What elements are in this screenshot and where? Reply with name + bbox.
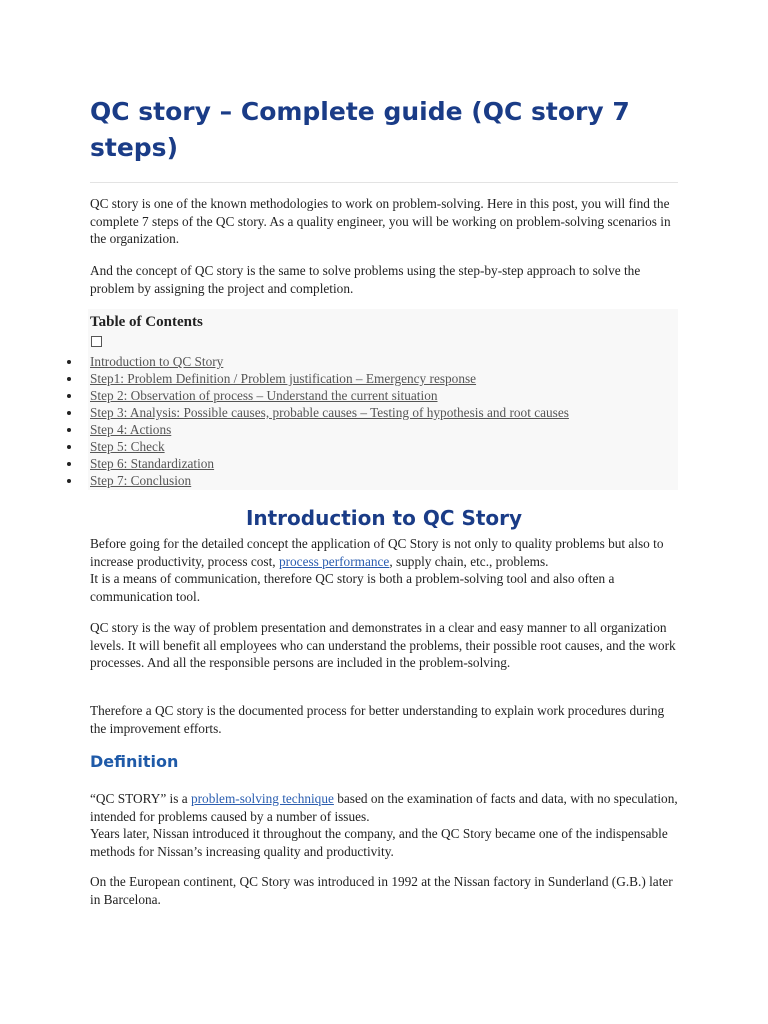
section-paragraph-1	[90, 535, 678, 605]
toc-item	[90, 370, 670, 387]
definition-p1-text-b: based on the examination of facts and data, with no speculation, intended for problems caused by a number of issues.	[90, 791, 678, 824]
toc-item	[90, 404, 670, 421]
toc-toggle-checkbox[interactable]	[91, 336, 102, 347]
page-title: QC story – Complete guide (QC story 7 steps)	[90, 97, 630, 162]
section-heading-introduction: Introduction to QC Story	[245, 506, 523, 530]
definition-paragraph-1	[90, 790, 678, 860]
definition-p1-line2: Years later, Nissan introduced it throughout the company, and the QC Story became one of the indispensable methods for Nissan’s increasing quality and productivity.	[90, 826, 668, 859]
intro-paragraph-1: QC story is one of the known methodologies to work on problem-solving. Here in this post, you will find the complete 7 steps of the QC story. As a quality engineer, you will be working on problem-solving scenarios in the organization.	[90, 196, 671, 246]
problem-solving-technique-link[interactable]: problem-solving technique	[190, 791, 334, 806]
section-p1-text-b: , supply chain, etc., problems.	[389, 553, 549, 569]
section-p1-line2: It is a means of communication, therefore QC story is both a problem-solving tool and also often a communication tool.	[90, 571, 615, 604]
title-divider	[90, 182, 678, 183]
toc-link-step3[interactable]: Step 3: Analysis: Possible causes, probable causes – Testing of hypothesis and root causes	[90, 405, 569, 420]
process-performance-link[interactable]: process performance	[278, 553, 390, 569]
section-paragraph-2: QC story is the way of problem presentation and demonstrates in a clear and easy manner to all organization levels. It will benefit all employees who can understand the problems, their possible root causes, and the work processes. And all the responsible persons are included in the problem-solving.	[90, 620, 676, 670]
section-p1-text-a: Before going for the detailed concept the application of QC Story is not only to quality problems but also to increase productivity, process cost,	[90, 536, 664, 569]
toc-item	[90, 353, 670, 370]
toc-link-step7[interactable]: Step 7: Conclusion	[90, 473, 192, 488]
definition-paragraph-2: On the European continent, QC Story was introduced in 1992 at the Nissan factory in Sunderland (G.B.) later in Barcelona.	[90, 874, 673, 907]
definition-heading: Definition	[90, 752, 179, 771]
toc-item	[90, 421, 670, 438]
toc-link-step4[interactable]: Step 4: Actions	[90, 422, 172, 437]
toc-item	[90, 455, 670, 472]
toc-link-step2[interactable]: Step 2: Observation of process – Understand the current situation	[90, 388, 438, 403]
toc-title: Table of Contents	[90, 314, 203, 330]
toc-link-introduction[interactable]: Introduction to QC Story	[90, 354, 224, 369]
toc-item	[90, 438, 670, 455]
section-paragraph-3: Therefore a QC story is the documented process for better understanding to explain work procedures during the improvement efforts.	[90, 703, 665, 736]
table-of-contents	[88, 309, 678, 490]
toc-link-step6[interactable]: Step 6: Standardization	[90, 456, 215, 471]
definition-p1-text-a: “QC STORY” is a	[90, 791, 191, 806]
intro-paragraph-2: And the concept of QC story is the same to solve problems using the step-by-step approach to solve the problem by assigning the project and completion.	[90, 263, 641, 296]
toc-link-step5[interactable]: Step 5: Check	[90, 439, 165, 454]
toc-item	[90, 472, 670, 489]
toc-item	[90, 387, 670, 404]
toc-link-step1[interactable]: Step1: Problem Definition / Problem justification – Emergency response	[90, 371, 477, 386]
toc-list	[90, 353, 670, 489]
